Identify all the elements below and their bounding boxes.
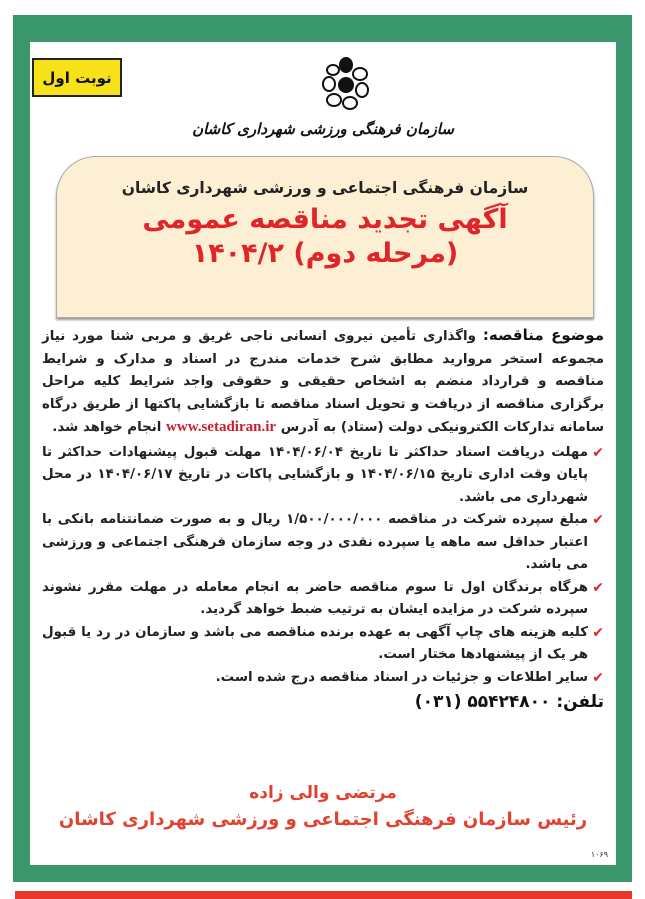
list-item: ✔ سایر اطلاعات و جزئیات در اسناد مناقصه درج شده است. <box>42 667 604 690</box>
subject-paragraph <box>42 324 604 440</box>
subject-tail: انجام خواهد شد. <box>52 420 167 435</box>
logo-text: سازمان فرهنگی ورزشی شهرداری کاشان <box>192 120 454 138</box>
checkmark-icon: ✔ <box>592 512 604 528</box>
list-item: ✔ مهلت دریافت اسناد حداکثر تا تاریخ ۱۴۰۴/۰۶/۰۴ مهلت قبول پیشنهادات حداکثر تا پایان وقت اداری تاریخ ۱۴۰۴/۰۶/۱۵ و بازگشایی پاکات در تاریخ ۱۴۰۴/۰۶/۱۷ در محل شهرداری می باشد. <box>42 442 604 510</box>
checkmark-icon: ✔ <box>592 444 604 461</box>
checkmark-icon: ✔ <box>592 669 604 686</box>
conditions-list <box>42 442 604 690</box>
organization-name: سازمان فرهنگی اجتماعی و ورزشی شهرداری کاشان <box>121 179 529 197</box>
notice-body <box>42 324 604 714</box>
list-item: ✔ مبلغ سپرده شرکت در مناقصه ۱/۵۰۰/۰۰۰/۰۰۰ ریال و به صورت ضمانتنامه بانکی با اعتبار حداقل سه ماهه یا سپرده نقدی در وجه سازمان فرهنگی اجتماعی و ورزشی می باشد. <box>42 509 604 577</box>
subject-text: واگذاری تأمین نیروی انسانی ناجی غریق و مربی شنا مورد نیاز مجموعه استخر مروارید مطابق شرح خدمات مندرج در اسناد و مدارک و شرایط مناقصه و قرارداد منضم به اشخاص حقیقی و حقوقی واجد شرایط کلیه مراحل برگزاری مناقصه از دریافت و تحویل اسناد مناقصه تا بازگشایی پاکتها از طریق درگاه سامانه تدارکات الکترونیکی دولت (ستاد) به آدرس <box>42 329 604 435</box>
phone-number: تلفن: ۵۵۴۲۴۸۰۰ (۰۳۱) <box>414 692 604 712</box>
signature-block <box>30 780 616 834</box>
title-box <box>56 156 594 318</box>
signatory-role: رئیس سازمان فرهنگی اجتماعی و ورزشی شهرداری کاشان <box>58 809 588 830</box>
page-title: آگهی تجدید مناقصه عمومی <box>142 204 508 235</box>
page-subtitle: (مرحله دوم) ۱۴۰۴/۲ <box>191 238 459 269</box>
list-item: ✔ کلیه هزینه های چاپ آگهی به عهده برنده مناقصه می باشد و سازمان در رد یا قبول هر یک از پیشنهادها مختار است. <box>42 622 604 667</box>
list-item: ✔ هرگاه برندگان اول تا سوم مناقصه حاضر به انجام معامله در مهلت مقرر نشوند سپرده شرکت در مزایده ایشان به ترتیب ضبط خواهد گردید. <box>42 577 604 622</box>
checkmark-icon: ✔ <box>592 624 604 641</box>
ad-code: ۱۰۶۹ <box>590 850 608 859</box>
subject-label: موضوع مناقصه: <box>482 326 604 344</box>
signatory-name: مرتضی والی زاده <box>249 783 397 803</box>
setad-link[interactable]: www.setadiran.ir <box>166 419 277 435</box>
checkmark-icon: ✔ <box>592 579 604 596</box>
round-badge: نوبت اول <box>32 58 122 97</box>
organization-logo-icon <box>320 56 372 112</box>
advertisement <box>30 42 616 865</box>
red-divider <box>15 891 632 899</box>
